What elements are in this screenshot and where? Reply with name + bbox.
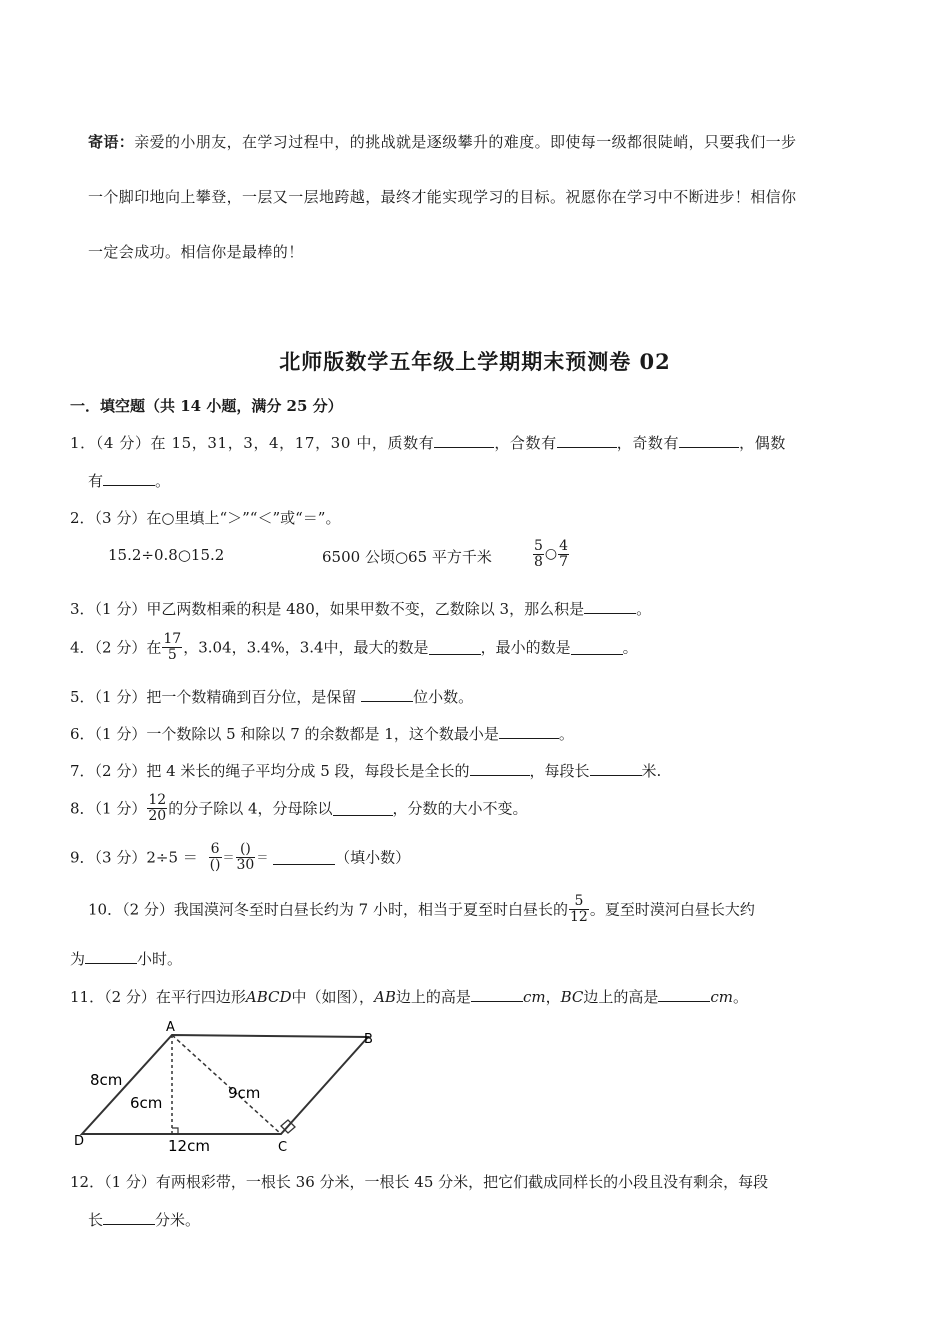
fraction: $\frac{6}{()}$ bbox=[209, 841, 221, 873]
answer-blank[interactable] bbox=[361, 687, 413, 702]
question-12-line-2: 长 分米。 bbox=[88, 1211, 201, 1229]
answer-blank[interactable] bbox=[103, 471, 155, 486]
greeting-line-3: 一定会成功。相信你是最棒的！ bbox=[88, 243, 304, 261]
diagonal-line bbox=[172, 1035, 281, 1134]
answer-blank[interactable] bbox=[590, 761, 642, 776]
label-height: 6cm bbox=[130, 1094, 163, 1112]
question-11: 11．（2 分）在平行四边形ABCD中（如图），AB边上的高是 cm，BC边上的高是 cm。 bbox=[70, 988, 749, 1006]
question-5: 5．（1 分）把一个数精确到百分位，是保留 位小数。 bbox=[70, 688, 474, 706]
answer-blank[interactable] bbox=[499, 724, 559, 739]
page-title: 北师版数学五年级上学期期末预测卷 02 bbox=[279, 349, 671, 374]
greeting-label: 寄语： bbox=[88, 133, 135, 151]
answer-blank[interactable] bbox=[571, 640, 623, 655]
question-1-line-1: 1．（4 分）在 15，31，3，4，17，30 中，质数有 ，合数有 ，奇数有 ，偶数 bbox=[70, 434, 786, 452]
fraction: $\frac{12}{20}$ bbox=[148, 792, 167, 824]
question-6: 6．（1 分）一个数除以 5 和除以 7 的余数都是 1，这个数最小是 。 bbox=[70, 725, 574, 743]
question-7: 7．（2 分）把 4 米长的绳子平均分成 5 段，每段长是全长的 ，每段长 米. bbox=[70, 762, 662, 780]
fraction: $\frac{17}{5}$ bbox=[163, 631, 182, 663]
greeting-line-2: 一个脚印地向上攀登，一层又一层地跨越，最终才能实现学习的目标。祝愿你在学习中不断进步！相信你 bbox=[88, 188, 797, 206]
answer-blank[interactable] bbox=[434, 433, 494, 448]
question-4: 4．（2 分）在 $\frac{17}{5}$ ，3.04，3.4%，3.4中，最大的数是 ，最小的数是 。 bbox=[70, 631, 638, 663]
answer-blank[interactable] bbox=[471, 987, 523, 1002]
parallelogram-outline bbox=[82, 1035, 368, 1134]
label-c: C bbox=[278, 1140, 288, 1155]
label-a: A bbox=[166, 1020, 175, 1035]
question-2: 2．（3 分）在○里填上“＞”“＜”或“＝”。 bbox=[70, 509, 341, 527]
answer-blank[interactable] bbox=[557, 433, 617, 448]
fraction: $\frac{5}{12}$ bbox=[569, 893, 588, 925]
parallelogram-figure bbox=[68, 1015, 388, 1155]
answer-blank[interactable] bbox=[658, 987, 710, 1002]
answer-blank[interactable] bbox=[679, 433, 739, 448]
fraction: $\frac{()}{30}$ bbox=[236, 841, 255, 873]
label-diagonal: 9cm bbox=[228, 1084, 261, 1102]
question-2-item-2: 6500 公顷○65 平方千米 bbox=[322, 548, 492, 566]
label-d: D bbox=[74, 1134, 85, 1149]
question-2-item-1: 15.2÷0.8○15.2 bbox=[108, 546, 225, 564]
label-side-ad: 8cm bbox=[90, 1071, 123, 1089]
answer-blank[interactable] bbox=[333, 801, 393, 816]
answer-blank[interactable] bbox=[103, 1210, 155, 1225]
label-b: B bbox=[364, 1032, 373, 1047]
question-12-line-1: 12．（1 分）有两根彩带，一根长 36 分米，一根长 45 分米，把它们截成同样长的小段且没有剩余，每段 bbox=[70, 1173, 769, 1191]
answer-blank[interactable] bbox=[85, 949, 137, 964]
question-8: 8．（1 分） $\frac{12}{20}$ 的分子除以 4，分母除以 ，分数的大小不变。 bbox=[70, 792, 528, 824]
fraction: $\frac{5}{8}$ bbox=[534, 538, 543, 570]
answer-blank[interactable] bbox=[584, 599, 636, 614]
question-10-line-2: 为 小时。 bbox=[70, 950, 183, 968]
section-header: 一．填空题（共 14 小题，满分 25 分） bbox=[70, 397, 343, 415]
question-9: 9．（3 分）2÷5 ＝ $\frac{6}{()}$ ＝ $\frac{()}{30}$ ＝ （填小数） bbox=[70, 841, 411, 873]
question-10-line-1: 10．（2 分）我国漠河冬至时白昼长约为 7 小时，相当于夏至时白昼长的 $\frac{5}{12}$ 。夏至时漠河白昼长大约 bbox=[88, 893, 755, 925]
greeting-line-1: 寄语：亲爱的小朋友，在学习过程中，的挑战就是逐级攀升的难度。即使每一级都很陡峭，只要我们一步 bbox=[88, 133, 797, 151]
question-2-item-3: $\frac{5}{8}$ ○ $\frac{4}{7}$ bbox=[534, 538, 569, 570]
answer-blank[interactable] bbox=[273, 850, 335, 865]
answer-blank[interactable] bbox=[470, 761, 530, 776]
question-1-line-2: 有 。 bbox=[88, 472, 171, 490]
answer-blank[interactable] bbox=[429, 640, 481, 655]
fraction: $\frac{4}{7}$ bbox=[559, 538, 569, 570]
label-base: 12cm bbox=[168, 1137, 210, 1155]
question-3: 3．（1 分）甲乙两数相乘的积是 480，如果甲数不变，乙数除以 3，那么积是 。 bbox=[70, 600, 652, 618]
